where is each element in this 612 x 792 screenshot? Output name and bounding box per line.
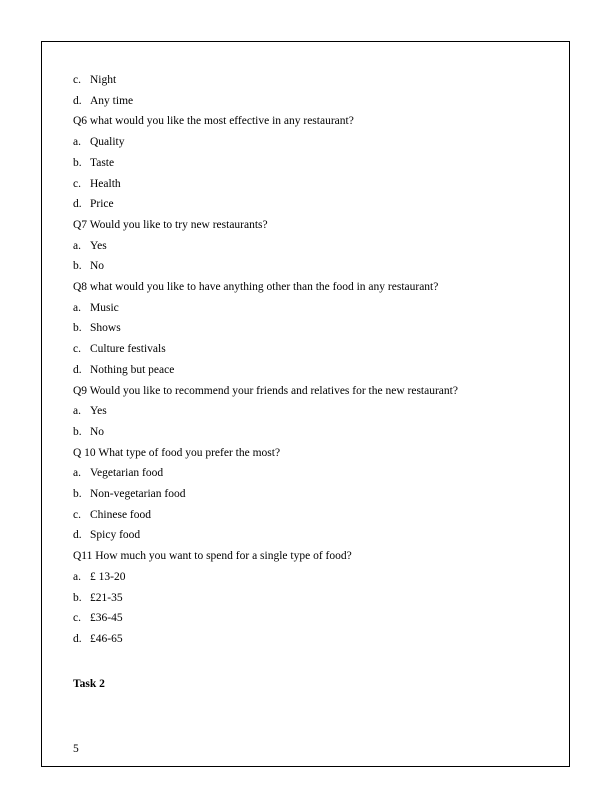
option-text: Yes — [90, 239, 107, 252]
option-text: Yes — [90, 405, 107, 418]
answer-option — [73, 94, 133, 108]
option-marker: b. — [73, 488, 82, 500]
answer-option — [73, 73, 116, 87]
option-marker: d. — [73, 529, 82, 542]
option-text: Chinese food — [90, 508, 152, 521]
option-text: Vegetarian food — [90, 467, 164, 480]
answer-option — [73, 570, 125, 584]
option-marker: d. — [73, 632, 82, 645]
option-text: Shows — [90, 322, 121, 335]
answer-option — [73, 466, 163, 480]
option-text: Taste — [90, 156, 115, 169]
answer-option — [73, 177, 121, 191]
option-text: £21-35 — [90, 591, 123, 604]
answer-option — [73, 508, 151, 522]
answer-option — [73, 591, 123, 605]
question-text — [73, 280, 438, 294]
question-label: Q 10 What type of food you prefer the most? — [73, 446, 281, 459]
option-marker: d. — [73, 363, 82, 376]
question-text — [73, 384, 458, 398]
answer-option — [73, 404, 107, 418]
question-label: Q6 what would you like the most effective in any restaurant? — [73, 115, 354, 128]
answer-option — [73, 342, 166, 356]
answer-option — [73, 487, 185, 501]
option-marker: a. — [73, 570, 81, 583]
answer-option — [73, 239, 107, 253]
option-text: Culture festivals — [90, 343, 166, 356]
answer-option — [73, 259, 104, 273]
option-text: Any time — [90, 94, 134, 107]
question-label: Q11 How much you want to spend for a single type of food? — [73, 550, 352, 563]
page-border — [41, 41, 570, 767]
answer-option — [73, 632, 123, 646]
answer-option — [73, 321, 121, 335]
answer-option — [73, 156, 114, 170]
option-marker: b. — [73, 425, 82, 438]
option-text: Price — [90, 198, 114, 211]
page-number: 5 — [73, 743, 79, 755]
option-text: £36-45 — [90, 612, 123, 625]
answer-option — [73, 611, 123, 625]
answer-option — [73, 425, 104, 439]
option-text: No — [90, 260, 105, 273]
option-marker: c. — [73, 508, 81, 521]
option-text: Music — [90, 301, 119, 314]
option-text: Non-vegetarian food — [90, 488, 186, 500]
question-text — [73, 549, 352, 563]
question-label: Q7 Would you like to try new restaurants? — [73, 218, 268, 231]
option-marker: b. — [73, 591, 82, 604]
question-text — [73, 446, 280, 460]
option-text: Health — [90, 177, 121, 190]
question-label: Q8 what would you like to have anything other than the food in any restaurant? — [73, 281, 439, 293]
option-text: £ 13-20 — [90, 570, 126, 583]
option-marker: a. — [73, 405, 81, 418]
answer-option — [73, 301, 119, 315]
option-marker: b. — [73, 322, 82, 335]
option-text: Nothing but peace — [90, 363, 175, 376]
option-text: Spicy food — [90, 529, 141, 542]
answer-option — [73, 528, 140, 542]
question-text — [73, 114, 354, 128]
option-marker: a. — [73, 136, 81, 149]
task-heading: Task 2 — [73, 678, 105, 690]
option-text: Night — [90, 74, 117, 86]
option-marker: c. — [73, 612, 81, 625]
question-label: Q9 Would you like to recommend your friends and relatives for the new restaurant? — [73, 384, 458, 397]
option-marker: c. — [73, 74, 81, 86]
option-marker: a. — [73, 467, 81, 480]
option-marker: a. — [73, 301, 81, 314]
option-marker: c. — [73, 343, 81, 356]
option-marker: a. — [73, 239, 81, 252]
option-marker: d. — [73, 198, 82, 211]
option-marker: c. — [73, 177, 81, 190]
option-marker: d. — [73, 94, 82, 107]
option-text: No — [90, 425, 105, 438]
question-text — [73, 218, 268, 232]
option-text: £46-65 — [90, 632, 123, 645]
option-marker: b. — [73, 156, 82, 169]
option-marker: b. — [73, 260, 82, 273]
answer-option — [73, 197, 114, 211]
answer-option — [73, 135, 125, 149]
answer-option — [73, 363, 174, 377]
option-text: Quality — [90, 136, 125, 149]
